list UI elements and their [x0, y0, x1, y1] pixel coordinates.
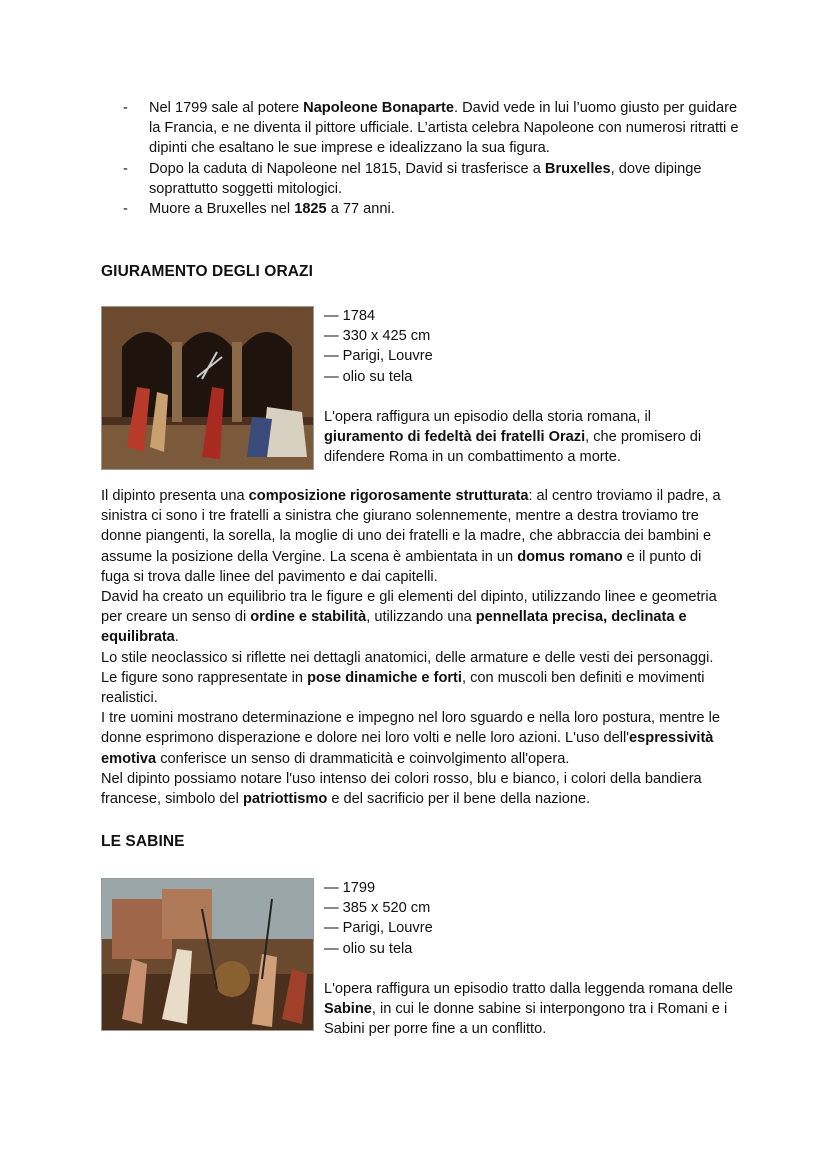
text-run: e del sacrificio per il bene della nazione.	[327, 791, 591, 808]
fact-size: — 330 x 425 cm	[324, 328, 431, 345]
text-run: Lo stile neoclassico si riflette nei dettagli anatomici, delle armature e delle vesti dei personaggi. Le figure sono rappresentate in	[101, 649, 714, 686]
bold-text: ordine e stabilità	[250, 609, 367, 626]
paragraph	[101, 587, 727, 648]
description-sabine	[324, 979, 734, 1040]
text-run: : al centro troviamo il padre, a sinistra ci sono i tre fratelli a sinistra che giurano solennemente, mentre a destra troviamo tre donne piangenti, la sorella, la moglie di uno dei fratelli e la madre, che abbraccia dei bambini e assume la posizione della Vergine. La scena è ambientata in un	[101, 488, 721, 565]
fact-year: — 1784	[324, 308, 376, 324]
bold-text: giuramento di fedeltà dei fratelli Orazi	[324, 429, 586, 446]
text-run: , che promisero di difendere Roma in un combattimento a morte.	[324, 429, 702, 466]
fact-location: — Parigi, Louvre	[324, 348, 433, 365]
bold-text: Sabine	[324, 1001, 372, 1018]
text-run: .	[174, 629, 179, 646]
bold-text: Bruxelles	[544, 160, 611, 177]
fact-size: — 385 x 520 cm	[324, 900, 431, 917]
text-run: Nel dipinto possiamo notare l'uso intenso dei colori rosso, blu e bianco, i colori della bandiera francese, simbolo del	[101, 770, 702, 808]
text-run: , utilizzando una	[366, 609, 476, 626]
fact-location: — Parigi, Louvre	[324, 920, 433, 937]
paragraph	[101, 769, 727, 809]
bullet-item: - Muore a Bruxelles nel 1825 a 77 anni.	[123, 201, 395, 218]
text-run: David ha creato un equilibrio tra le figure e gli elementi del dipinto, utilizzando linee e geometria per creare un senso di	[101, 589, 717, 626]
bullet-item: - Nel 1799 sale al potere Napoleone Bonaparte. David vede in lui l’uomo giusto per guidare la Francia, e ne diventa il pittore ufficiale. L’artista celebra Napoleone con numerosi ritratti e dipinti che esaltano le sue imprese e idealizzano la sua figura.	[123, 100, 739, 157]
paragraph	[101, 708, 727, 769]
text-run: , dove dipinge soprattutto soggetti mitologici.	[149, 160, 702, 197]
text-run: I tre uomini mostrano determinazione e impegno nel loro sguardo e nella loro postura, mentre le donne esprimono disperazione e dolore nei loro volti e nelle loro azioni. L'uso dell'	[101, 710, 720, 747]
bold-text: 1825	[294, 201, 327, 218]
facts-orazi	[324, 306, 433, 387]
bold-text: composizione rigorosamente strutturata	[248, 488, 529, 504]
text-run: Muore a Bruxelles nel	[149, 201, 295, 218]
text-run: Il dipinto presenta una	[101, 488, 249, 504]
fact-year: — 1799	[324, 880, 376, 896]
bold-text: pose dinamiche e forti	[307, 669, 462, 686]
text-run: L'opera raffigura un episodio della storia romana, il	[324, 409, 652, 425]
text-run: . David vede in lui l’uomo giusto per guidare la Francia, e ne diventa il pittore ufficiale. L’artista celebra Napoleone con numerosi ritratti e dipinti che esaltano le sue imprese e idealizzano la sua figura.	[149, 100, 739, 157]
bold-text: Napoleone Bonaparte	[303, 100, 454, 116]
text-run: e il punto di fuga si trova dalle linee del pavimento e dai capitelli.	[101, 548, 702, 585]
bold-text: espressività emotiva	[101, 730, 714, 767]
bold-text: pennellata precisa, declinata e equilibrata	[101, 609, 687, 646]
section-title-sabine: LE SABINE	[101, 833, 185, 850]
text-run: , con muscoli ben definiti e movimenti realistici.	[101, 669, 705, 707]
facts-sabine	[324, 878, 433, 959]
painting-image	[102, 879, 313, 1030]
painting-le-sabine	[101, 878, 314, 1031]
fact-technique: — olio su tela	[324, 368, 413, 385]
text-run: Nel 1799 sale al potere	[149, 100, 304, 116]
text-run: L'opera raffigura un episodio tratto dalla leggenda romana delle	[324, 981, 733, 997]
painting-image	[102, 307, 313, 469]
paragraph	[101, 648, 727, 709]
biography-bullets	[101, 98, 741, 219]
painting-giuramento-orazi	[101, 306, 314, 470]
description-orazi	[324, 407, 734, 468]
section-title-orazi: GIURAMENTO DEGLI ORAZI	[101, 263, 314, 280]
bullet-item: - Dopo la caduta di Napoleone nel 1815, David si trasferisce a Bruxelles, dove dipinge soprattutto soggetti mitologici.	[123, 160, 702, 197]
fact-technique: — olio su tela	[324, 940, 413, 957]
analysis-orazi	[101, 486, 727, 809]
bold-text: patriottismo	[242, 791, 328, 808]
text-run: a 77 anni.	[326, 201, 395, 218]
paragraph	[101, 486, 727, 587]
bold-text: domus romano	[517, 548, 623, 565]
text-run: Dopo la caduta di Napoleone nel 1815, David si trasferisce a	[149, 160, 545, 177]
text-run: conferisce un senso di drammaticità e coinvolgimento all'opera.	[156, 750, 570, 767]
text-run: , in cui le donne sabine si interpongono tra i Romani e i Sabini per porre fine a un conflitto.	[324, 1001, 728, 1038]
